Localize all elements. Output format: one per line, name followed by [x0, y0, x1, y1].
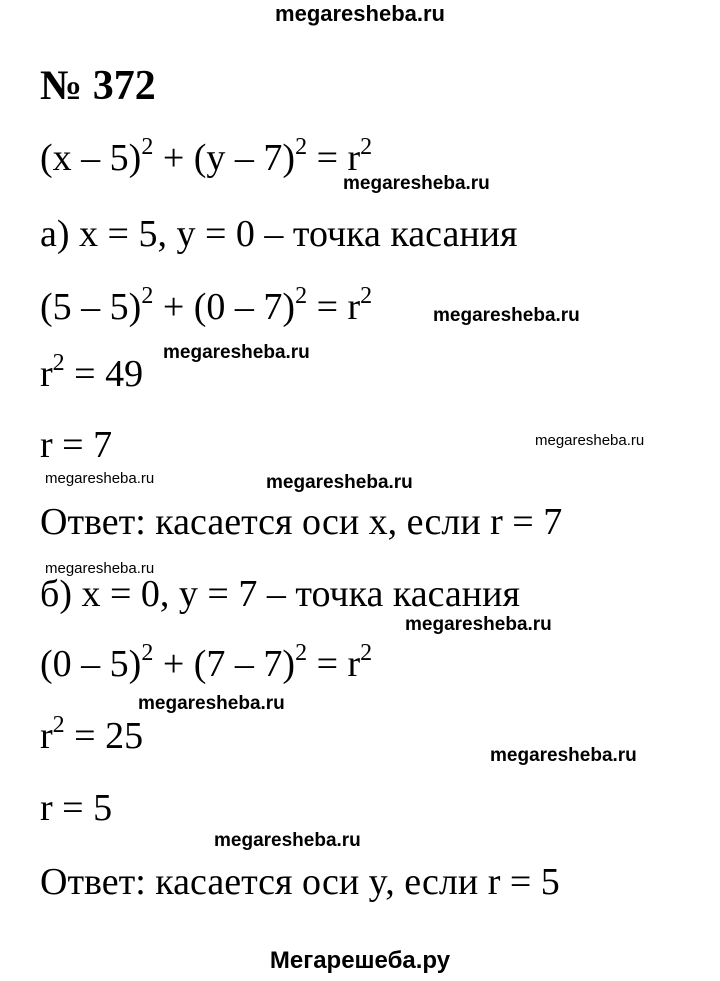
exponent: 2: [295, 283, 308, 309]
exponent: 2: [141, 134, 154, 160]
part-a-tangent-point: а) x = 5, y = 0 – точка касания: [40, 213, 518, 255]
equation-part: r: [40, 353, 53, 395]
part-b-answer: Ответ: касается оси y, если r = 5: [40, 861, 560, 903]
part-a-answer: Ответ: касается оси x, если r = 7: [40, 501, 563, 543]
watermark: megaresheba.ru: [138, 693, 285, 714]
circle-equation: [40, 136, 372, 180]
equation-part: = 49: [64, 353, 144, 395]
part-b-r-value: r = 5: [40, 787, 113, 829]
watermark: megaresheba.ru: [433, 305, 580, 326]
part-a-r-value: r = 7: [40, 424, 113, 466]
watermark: megaresheba.ru: [163, 342, 310, 363]
equation-part: r: [40, 715, 53, 757]
exponent: 2: [141, 640, 154, 666]
exponent: 2: [52, 712, 65, 738]
exponent: 2: [295, 640, 308, 666]
exponent: 2: [360, 283, 373, 309]
equation-part: + (0 – 7): [153, 286, 296, 328]
watermark: megaresheba.ru: [266, 472, 413, 493]
equation-part: = r: [307, 286, 361, 328]
exponent: 2: [141, 283, 154, 309]
watermark: megaresheba.ru: [405, 614, 552, 635]
equation-part: = r: [307, 643, 361, 685]
watermark: megaresheba.ru: [45, 560, 155, 577]
part-b-substitution: [40, 642, 372, 686]
watermark: megaresheba.ru: [214, 830, 361, 851]
equation-part: = 25: [64, 715, 144, 757]
equation-part: (x – 5): [40, 137, 142, 179]
equation-part: = r: [307, 137, 361, 179]
equation-part: (5 – 5): [40, 286, 142, 328]
site-header[interactable]: megaresheba.ru: [275, 1, 445, 26]
watermark: megaresheba.ru: [535, 432, 645, 449]
part-b-tangent-point: б) x = 0, y = 7 – точка касания: [40, 573, 520, 615]
part-a-r-squared: [40, 352, 143, 396]
problem-number: № 372: [40, 63, 156, 109]
equation-part: + (7 – 7): [153, 643, 296, 685]
equation-part: (0 – 5): [40, 643, 142, 685]
part-b-r-squared: [40, 714, 143, 758]
watermark: megaresheba.ru: [490, 745, 637, 766]
exponent: 2: [295, 134, 308, 160]
exponent: 2: [360, 134, 373, 160]
exponent: 2: [360, 640, 373, 666]
watermark: megaresheba.ru: [343, 173, 490, 194]
site-footer[interactable]: Мегарешеба.ру: [269, 947, 451, 974]
watermark: megaresheba.ru: [45, 470, 155, 487]
part-a-substitution: [40, 285, 372, 329]
exponent: 2: [52, 350, 65, 376]
equation-part: + (y – 7): [153, 137, 296, 179]
